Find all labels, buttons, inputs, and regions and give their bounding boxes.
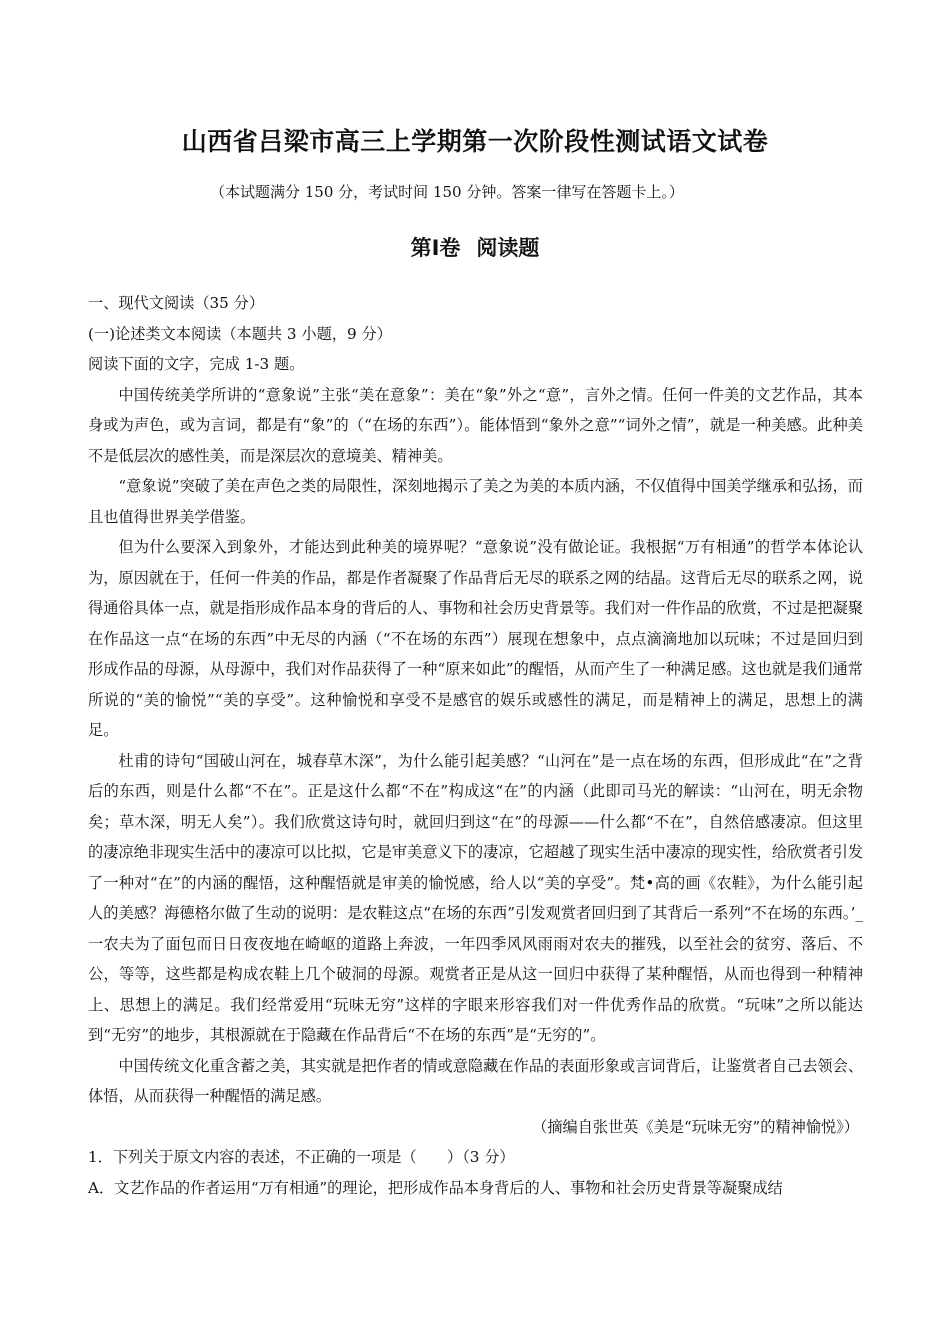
passage-paragraph-2: “意象说”突破了美在声色之类的局限性，深刻地揭示了美之为美的本质内涵，不仅值得中国美学继承和弘扬，而且也值得世界美学借鉴。 [88, 477, 863, 526]
part-number: 第Ⅰ卷 [410, 236, 461, 260]
exam-title: 山西省吕梁市高三上学期第一次阶段性测试语文试卷 [181, 127, 769, 156]
passage-paragraph-5: 中国传统文化重含蓄之美，其实就是把作者的情或意隐藏在作品的表面形象或言词背后，让鉴赏者自己去领会、体悟，从而获得一种醒悟的满足感。 [88, 1056, 863, 1105]
passage-paragraph-4: 杜甫的诗句“国破山河在，城春草木深”，为什么能引起美感？“山河在”是一点在场的东西，但形成此“在”之背后的东西，则是什么都“不在”。正是这什么都“不在”构成这“在”的内涵（此即司马光的解读：“山河在，明无余物矣；草木深，明无人矣”）。我们欣赏这诗句时，就回归到这“在”的母源——什么都“不在”，自然倍感凄凉。但这里的凄凉绝非现实生活中的凄凉可以比拟，它是审美意义下的凄凉，它超越了现实生活中凄凉的现实性，给欣赏者引发了一种对“在”的内涵的醒悟，这种醒悟就是审美的愉悦感，给人以“美的享受”。梵•高的画《农鞋》，为什么能引起人的美感？海德格尔做了生动的说明：是农鞋这点“在场的东西”引发观赏者回归到了其背后一系列“不在场的东西。’_一农夫为了面包而日日夜夜地在崎岖的道路上奔波，一年四季风风雨雨对农夫的摧残，以至社会的贫穷、落后、不公，等等，这些都是构成农鞋上几个破洞的母源。观赏者正是从这一回归中获得了某种醒悟，从而也得到一种精神上、思想上的满足。我们经常爱用“玩味无穷”这样的字眼来形容我们对一件优秀作品的欣赏。“玩味”之所以能达到“无穷”的地步，其根源就在于隐藏在作品背后“不在场的东西”是“无穷的”。 [88, 751, 863, 1044]
subsection-heading: (一)论述类文本阅读（本题共 3 小题，9 分） [88, 324, 392, 343]
passage-paragraph-3: 但为什么要深入到象外，才能达到此种美的境界呢？“意象说”没有做论证。我根据“万有相通”的哲学本体论认为，原因就在于，任何一件美的作品，都是作者凝聚了作品背后无尽的联系之网的结晶。这背后无尽的联系之网，说得通俗具体一点，就是指形成作品本身的背后的人、事物和社会历史背景等。我们对一件作品的欣赏，不过是把凝聚在作品这一点“在场的东西”中无尽的内涵（“不在场的东西”）展现在想象中，点点滴滴地加以玩味；不过是回归到形成作品的母源，从母源中，我们对作品获得了一种“原来如此”的醒悟，从而产生了一种满足感。这也就是我们通常所说的“美的愉悦”“美的享受”。这种愉悦和享受不是感官的娱乐或感性的满足，而是精神上的满足，思想上的满足。 [88, 538, 863, 739]
question-1-option-a: A．文艺作品的作者运用“万有相通”的理论，把形成作品本身背后的人、事物和社会历史背景等凝聚成结 [88, 1178, 783, 1197]
question-1: 1．下列关于原文内容的表述，不正确的一项是（ ）（3 分） [88, 1148, 515, 1166]
part-name: 阅读题 [476, 236, 540, 260]
part-heading [0, 233, 950, 263]
exam-instructions: （本试题满分 150 分，考试时间 150 分钟。答案一律写在答题卡上。） [210, 183, 684, 201]
reading-instruction: 阅读下面的文字，完成 1-3 题。 [88, 355, 305, 373]
passage-paragraph-1: 中国传统美学所讲的“意象说”主张“美在意象”：美在“象”外之“意”，言外之情。任何一件美的文艺作品，其本身或为声色，或为言词，都是有“象”的（“在场的东西”）。能体悟到“象外之意”“词外之情”，就是一种美感。此种美不是低层次的感性美，而是深层次的意境美、精神美。 [88, 385, 863, 465]
passage-source: （摘编自张世英《美是“玩味无穷”的精神愉悦》） [532, 1117, 859, 1136]
exam-body [88, 288, 863, 1203]
section-heading: 一、现代文阅读（35 分） [88, 294, 265, 312]
